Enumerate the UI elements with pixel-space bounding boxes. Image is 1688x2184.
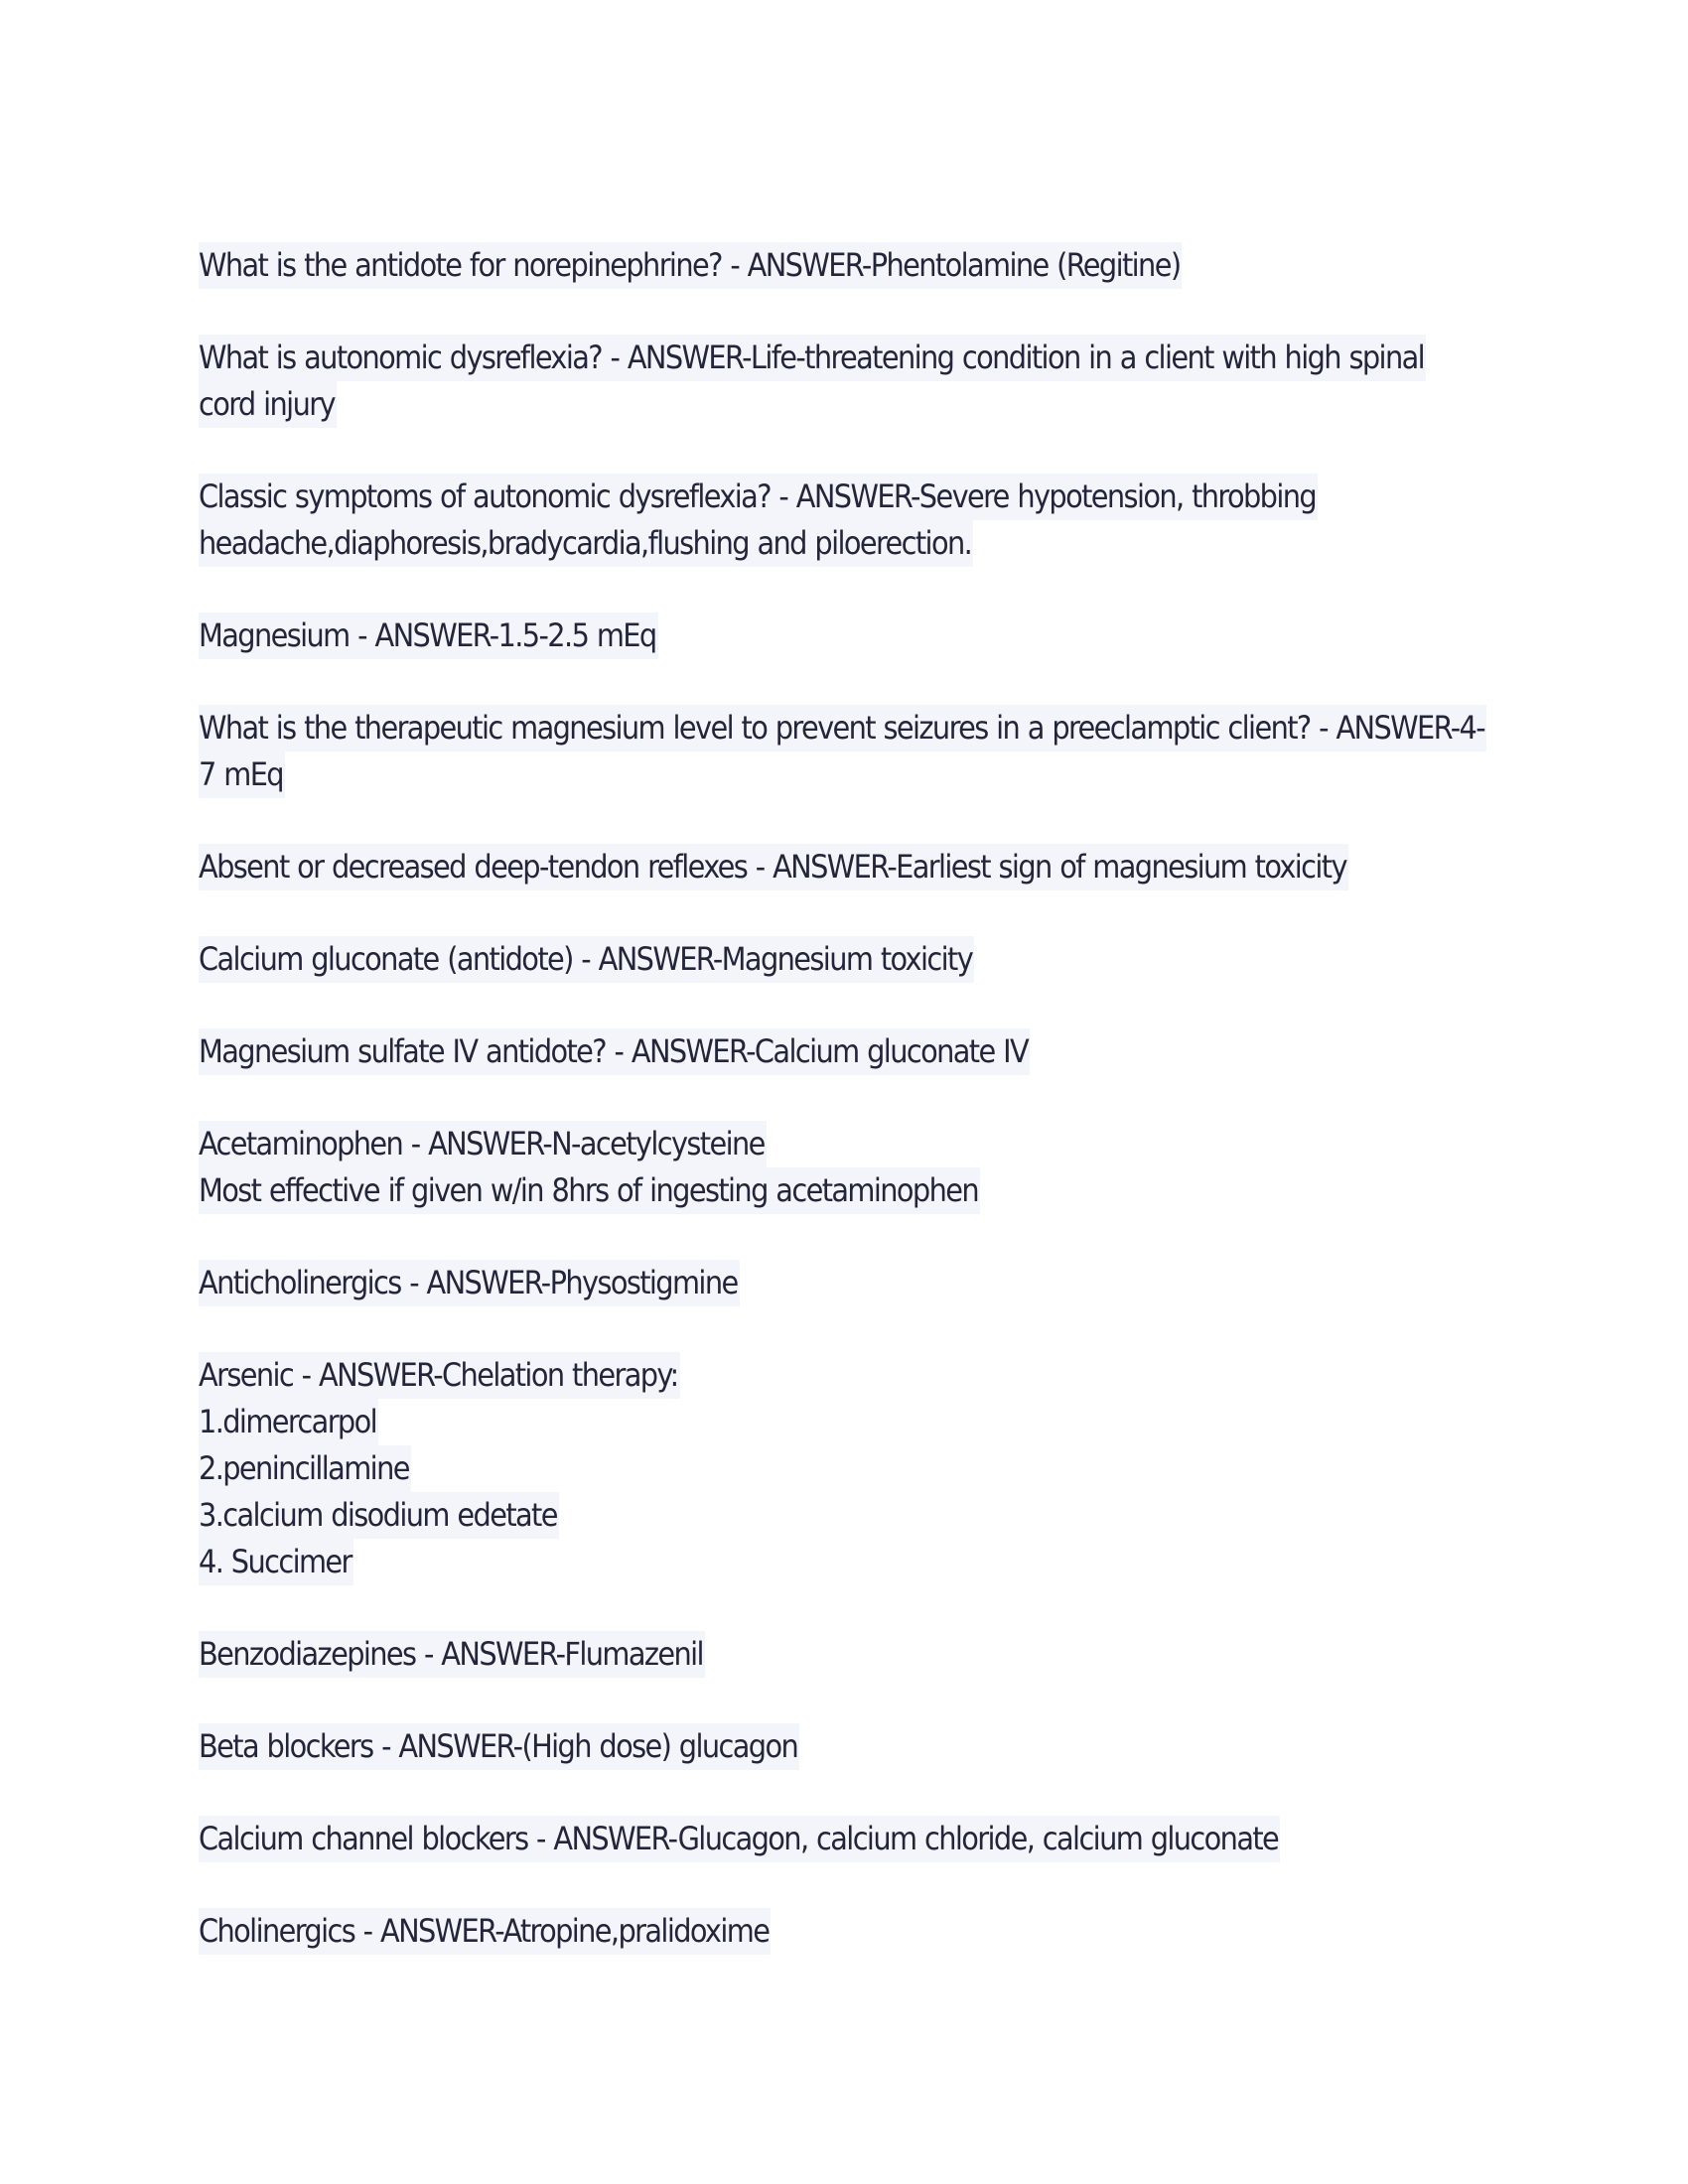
- entry-text: What is autonomic dysreflexia? - ANSWER-Life-threatening condition in a client with high spinal: [199, 335, 1426, 381]
- qa-entry: [199, 1908, 1509, 1955]
- qa-entry: [199, 936, 1509, 983]
- qa-entry: [199, 1723, 1509, 1770]
- entry-text: What is the therapeutic magnesium level to prevent seizures in a preeclamptic client? - ANSWER-4-: [199, 705, 1486, 751]
- qa-entry: [199, 474, 1509, 567]
- entry-text: Absent or decreased deep-tendon reflexes - ANSWER-Earliest sign of magnesium toxicity: [199, 844, 1348, 890]
- entry-text: Magnesium sulfate IV antidote? - ANSWER-Calcium gluconate IV: [199, 1028, 1030, 1075]
- entry-text: 7 mEq: [199, 751, 285, 798]
- qa-entry: [199, 242, 1509, 289]
- entry-text: Arsenic - ANSWER-Chelation therapy:: [199, 1352, 680, 1399]
- entry-text: Calcium channel blockers - ANSWER-Glucagon, calcium chloride, calcium gluconate: [199, 1816, 1280, 1862]
- entry-text: cord injury: [199, 381, 337, 428]
- qa-entry: [199, 613, 1509, 659]
- qa-entry: [199, 1631, 1509, 1678]
- qa-entry: [199, 335, 1509, 428]
- entry-text: What is the antidote for norepinephrine? - ANSWER-Phentolamine (Regitine): [199, 242, 1182, 289]
- entry-text: Beta blockers - ANSWER-(High dose) glucagon: [199, 1723, 799, 1770]
- entry-text: 2.penincillamine: [199, 1445, 411, 1492]
- qa-entry: [199, 1121, 1509, 1214]
- entry-text: Benzodiazepines - ANSWER-Flumazenil: [199, 1631, 705, 1678]
- entry-text: 3.calcium disodium edetate: [199, 1492, 559, 1539]
- qa-entry: [199, 1260, 1509, 1306]
- entry-text: headache,diaphoresis,bradycardia,flushing and piloerection.: [199, 520, 973, 567]
- qa-entry: [199, 1816, 1509, 1862]
- entry-text: Calcium gluconate (antidote) - ANSWER-Magnesium toxicity: [199, 936, 974, 983]
- qa-entry: [199, 1352, 1509, 1585]
- qa-list: [199, 242, 1509, 2000]
- entry-text: Cholinergics - ANSWER-Atropine,pralidoxime: [199, 1908, 771, 1955]
- entry-text: Most effective if given w/in 8hrs of ingesting acetaminophen: [199, 1167, 980, 1214]
- entry-text: 4. Succimer: [199, 1539, 353, 1585]
- qa-entry: [199, 705, 1509, 798]
- entry-text: Acetaminophen - ANSWER-N-acetylcysteine: [199, 1121, 767, 1167]
- qa-entry: [199, 844, 1509, 890]
- entry-text: 1.dimercarpol: [199, 1399, 378, 1445]
- entry-text: Magnesium - ANSWER-1.5-2.5 mEq: [199, 613, 658, 659]
- entry-text: Classic symptoms of autonomic dysreflexia? - ANSWER-Severe hypotension, throbbing: [199, 474, 1318, 520]
- entry-text: Anticholinergics - ANSWER-Physostigmine: [199, 1260, 740, 1306]
- qa-entry: [199, 1028, 1509, 1075]
